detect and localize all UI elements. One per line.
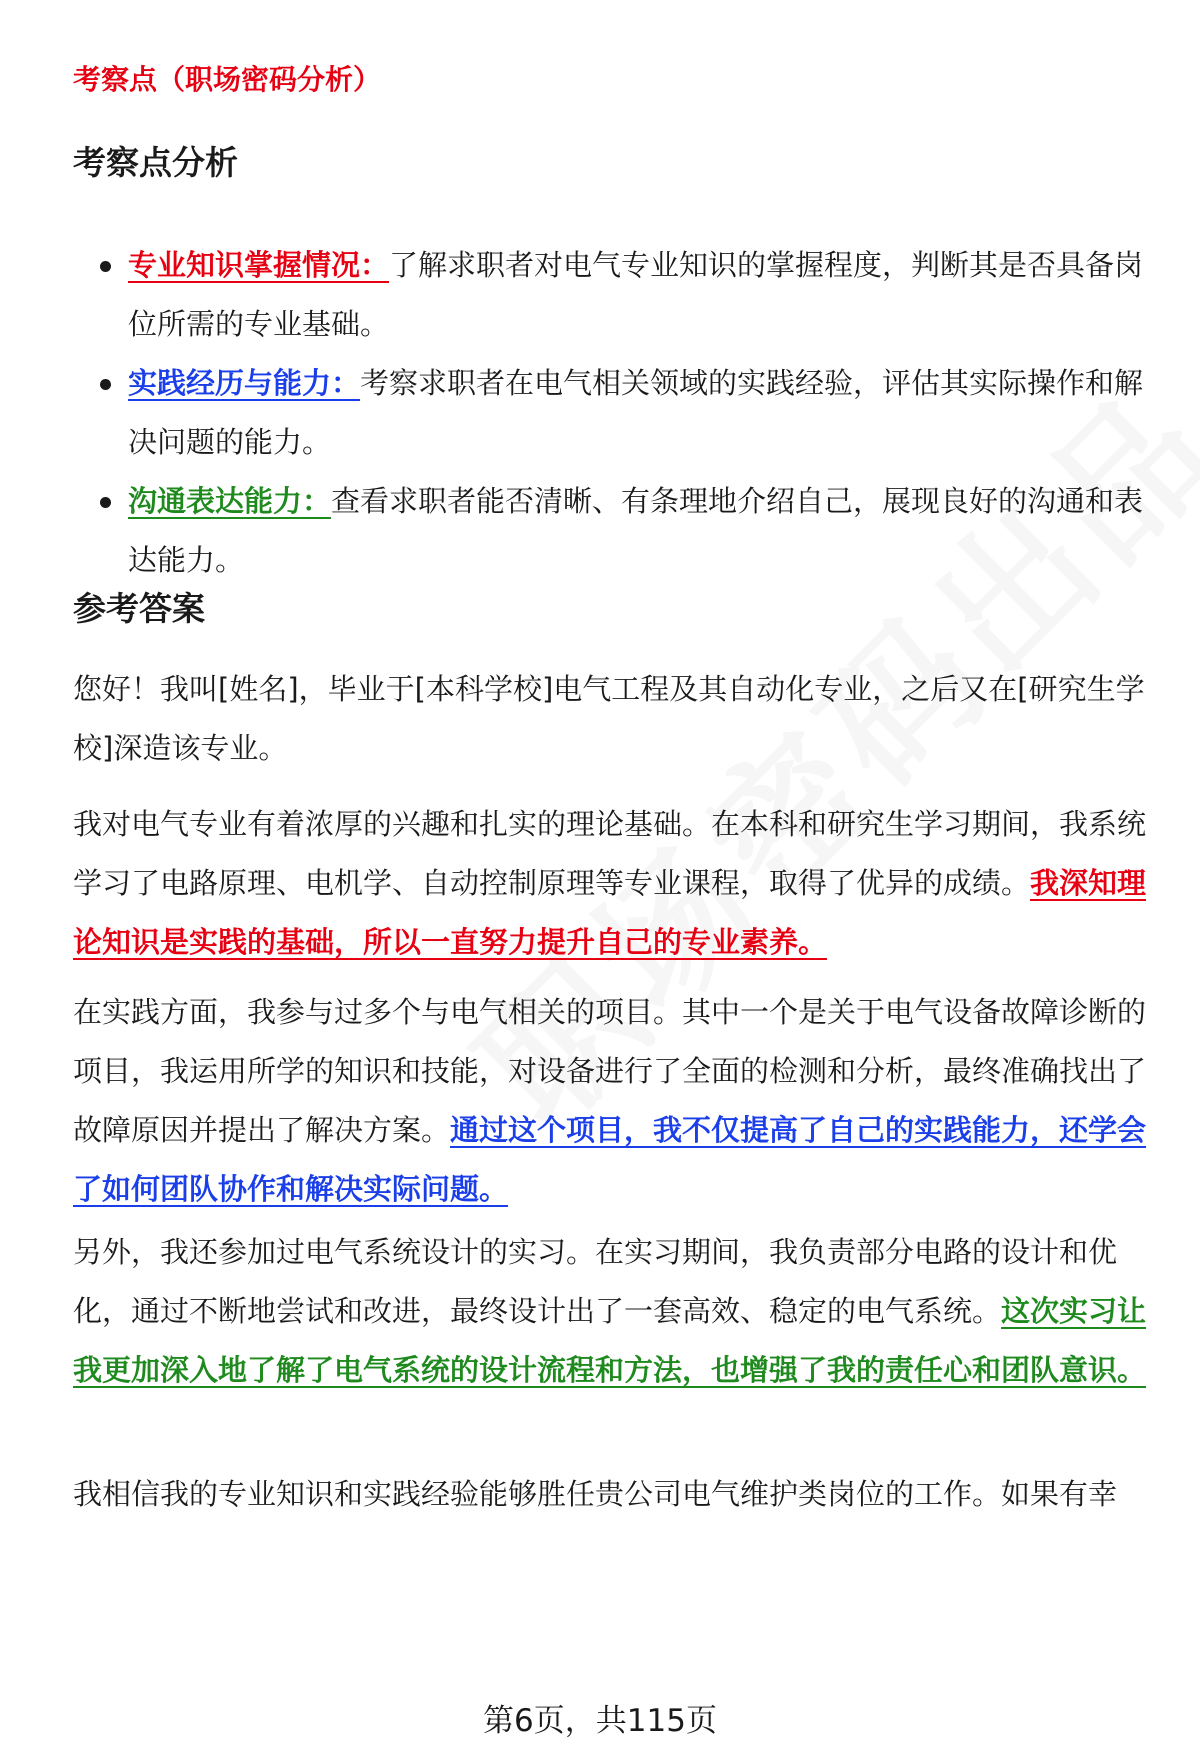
item-text: 查看求职者能否清晰、有条理地介绍自己，展现良好的沟通和表达能力。 bbox=[128, 484, 1144, 577]
item-text: 考察求职者在电气相关领域的实践经验，评估其实际操作和解决问题的能力。 bbox=[128, 366, 1144, 459]
list-item bbox=[73, 472, 1153, 590]
analysis-heading: 考察点分析 bbox=[73, 143, 238, 182]
list-item bbox=[73, 354, 1153, 472]
section-label: 考察点（职场密码分析） bbox=[73, 63, 382, 96]
answer-paragraph bbox=[73, 1465, 1153, 1524]
page-number: 第6页，共115页 bbox=[483, 1703, 717, 1739]
item-text: 了解求职者对电气专业知识的掌握程度，判断其是否具备岗位所需的专业基础。 bbox=[128, 248, 1144, 341]
paragraph-text: 我对电气专业有着浓厚的兴趣和扎实的理论基础。在本科和研究生学习期间，我系统学习了电路原理、电机学、自动控制原理等专业课程，取得了优异的成绩。 bbox=[73, 807, 1147, 900]
keyword-communication: 沟通表达能力： bbox=[128, 484, 332, 518]
paragraph-highlight: 我深知理论知识是实践的基础，所以一直努力提升自己的专业素养。 bbox=[73, 866, 1147, 959]
list-item bbox=[73, 236, 1153, 354]
answer-paragraph bbox=[73, 795, 1153, 972]
keyword-practice-experience: 实践经历与能力： bbox=[128, 366, 361, 400]
answer-paragraph bbox=[73, 1223, 1153, 1400]
paragraph-text: 您好！我叫[姓名]，毕业于[本科学校]电气工程及其自动化专业，之后又在[研究生学校]深造该专业。 bbox=[73, 672, 1145, 765]
answer-paragraph bbox=[73, 660, 1153, 778]
keyword-professional-knowledge: 专业知识掌握情况： bbox=[128, 248, 390, 282]
paragraph-text: 我相信我的专业知识和实践经验能够胜任贵公司电气维护类岗位的工作。如果有幸 bbox=[73, 1477, 1118, 1511]
bullet-icon bbox=[100, 497, 111, 508]
paragraph-text: 另外，我还参加过电气系统设计的实习。在实习期间，我负责部分电路的设计和优化，通过不断地尝试和改进，最终设计出了一套高效、稳定的电气系统。 bbox=[73, 1235, 1118, 1328]
paragraph-highlight: 通过这个项目，我不仅提高了自己的实践能力，还学会了如何团队协作和解决实际问题。 bbox=[73, 1113, 1147, 1206]
bullet-icon bbox=[100, 261, 111, 272]
analysis-list bbox=[73, 236, 1153, 590]
answer-paragraph bbox=[73, 983, 1153, 1219]
paragraph-text: 在实践方面，我参与过多个与电气相关的项目。其中一个是关于电气设备故障诊断的项目，我运用所学的知识和技能，对设备进行了全面的检测和分析，最终准确找出了故障原因并提出了解决方案。 bbox=[73, 995, 1147, 1147]
paragraph-highlight: 这次实习让我更加深入地了解了电气系统的设计流程和方法，也增强了我的责任心和团队意识。 bbox=[73, 1294, 1147, 1387]
answer-heading: 参考答案 bbox=[73, 589, 205, 628]
bullet-icon bbox=[100, 379, 111, 390]
